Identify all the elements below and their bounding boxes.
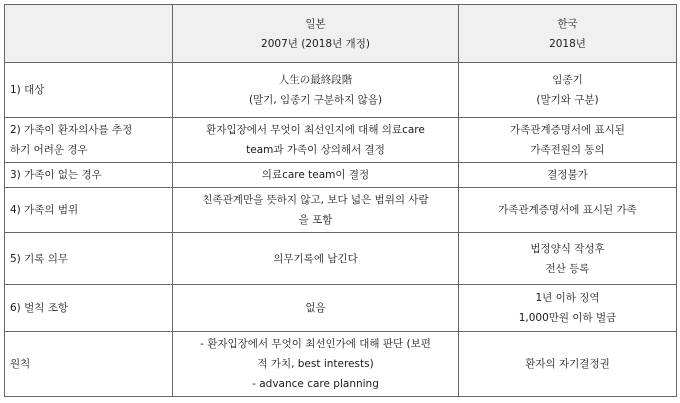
japan-cell <box>173 285 459 332</box>
comparison-table-container <box>4 4 677 397</box>
japan-cell-line: 의무기록에 남긴다 <box>273 252 358 265</box>
korea-cell <box>459 118 677 163</box>
header-japan-line: 2007년 (2018년 개정) <box>261 37 370 50</box>
japan-cell <box>173 163 459 188</box>
korea-cell-line: 환자의 자기결정권 <box>525 358 610 370</box>
row-label-line: 원칙 <box>10 358 31 370</box>
table-row <box>5 163 677 188</box>
table-row <box>5 188 677 233</box>
comparison-table <box>4 4 677 397</box>
header-korea-line: 한국 <box>557 17 578 30</box>
table-row <box>5 285 677 332</box>
korea-cell-line: 법정양식 작성후 <box>530 242 605 255</box>
japan-cell-line: 적 가치, best interests) <box>257 358 374 370</box>
japan-cell-line: 을 포함 <box>298 214 333 226</box>
korea-cell-line: 가족관계증명서에 표시된 <box>510 124 625 136</box>
japan-cell-line: 人生の最終段階 <box>278 74 353 86</box>
korea-cell-line: 임종기 <box>552 74 583 86</box>
japan-cell <box>173 118 459 163</box>
japan-cell-line: 없음 <box>305 302 326 314</box>
japan-cell-line: (말기, 임종기 구분하지 않음) <box>248 94 383 106</box>
korea-cell <box>459 188 677 233</box>
table-row <box>5 233 677 285</box>
row-label <box>5 233 173 285</box>
row-label <box>5 63 173 118</box>
korea-cell-line: (말기와 구분) <box>536 94 599 106</box>
header-korea <box>459 5 677 63</box>
korea-cell <box>459 233 677 285</box>
japan-cell-line: 환자입장에서 무엇이 최선인지에 대해 의료care <box>206 124 425 136</box>
japan-cell <box>173 188 459 233</box>
korea-cell-line: 전산 등록 <box>545 262 590 275</box>
korea-cell <box>459 163 677 188</box>
row-label <box>5 332 173 397</box>
japan-cell-line: team과 가족이 상의해서 결정 <box>246 144 385 156</box>
japan-cell <box>173 63 459 118</box>
korea-cell <box>459 285 677 332</box>
table-row <box>5 332 677 397</box>
header-empty-cell <box>5 5 173 63</box>
row-label <box>5 118 173 163</box>
japan-cell-line: - advance care planning <box>252 378 379 390</box>
korea-cell <box>459 63 677 118</box>
header-row <box>5 5 677 63</box>
japan-cell-line: 의료care team이 결정 <box>261 169 370 181</box>
row-label-line: 5) 기록 의무 <box>10 252 69 265</box>
header-japan-line: 일본 <box>305 17 326 30</box>
row-label-line: 2) 가족이 환자의사를 추정 <box>10 124 133 136</box>
japan-cell-line: - 환자입장에서 무엇이 최선인가에 대해 판단 (보편 <box>200 338 431 350</box>
row-label-line: 하기 어려운 경우 <box>10 144 88 156</box>
row-label-line: 4) 가족의 범위 <box>10 204 79 216</box>
row-label <box>5 285 173 332</box>
header-korea-line: 2018년 <box>549 37 586 50</box>
row-label-line: 3) 가족이 없는 경우 <box>10 169 102 181</box>
row-label <box>5 188 173 233</box>
korea-cell <box>459 332 677 397</box>
korea-cell-line: 1,000만원 이하 벌금 <box>518 312 617 324</box>
row-label-line: 1) 대상 <box>10 84 45 96</box>
table-row <box>5 118 677 163</box>
table-row <box>5 63 677 118</box>
japan-cell <box>173 332 459 397</box>
header-japan <box>173 5 459 63</box>
japan-cell-line: 친족관계만을 뜻하지 않고, 보다 넓은 범위의 사람 <box>202 194 429 206</box>
korea-cell-line: 가족전원의 동의 <box>530 144 605 156</box>
row-label <box>5 163 173 188</box>
korea-cell-line: 가족관계증명서에 표시된 가족 <box>498 204 637 216</box>
japan-cell <box>173 233 459 285</box>
korea-cell-line: 결정불가 <box>547 169 588 181</box>
row-label-line: 6) 벌칙 조항 <box>10 302 69 314</box>
korea-cell-line: 1년 이하 징역 <box>535 292 600 304</box>
